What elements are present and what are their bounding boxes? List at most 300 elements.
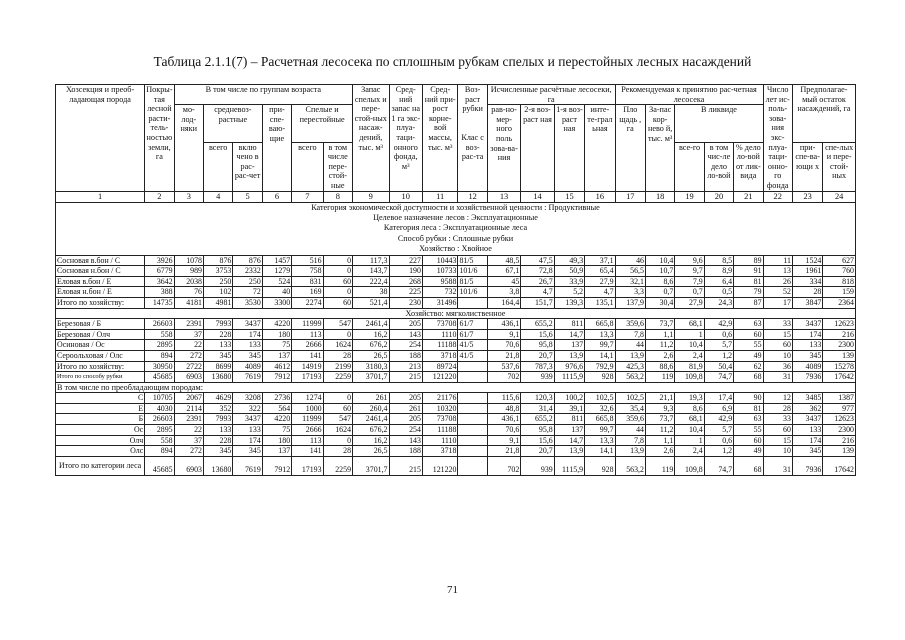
table-cell xyxy=(458,361,487,372)
table-cell: 174 xyxy=(233,435,262,446)
row-label: Итого по способу рубки xyxy=(56,372,145,383)
column-number-row xyxy=(56,191,856,202)
table-row xyxy=(56,255,856,266)
table-row xyxy=(56,435,856,446)
header-liquid-pct: % дело ло-вой от лик-вида xyxy=(734,142,763,191)
table-cell: 60 xyxy=(734,435,763,446)
table-cell: 28 xyxy=(792,287,822,298)
table-cell: 11188 xyxy=(422,340,457,351)
table-cell: 60 xyxy=(323,297,352,308)
table-cell: 62 xyxy=(734,361,763,372)
table-cell: 215 xyxy=(389,372,422,383)
table-cell: 40 xyxy=(262,287,291,298)
column-number: 20 xyxy=(704,191,733,202)
table-cell: 14,1 xyxy=(585,350,615,361)
table-row xyxy=(56,414,856,425)
table-cell: 32,1 xyxy=(615,276,645,287)
table-cell: 2391 xyxy=(174,414,203,425)
table-cell: 10,4 xyxy=(645,255,674,266)
table-cell: 1274 xyxy=(292,393,323,404)
table-row xyxy=(56,361,856,372)
table-cell: 928 xyxy=(585,456,615,475)
table-cell: 28 xyxy=(323,350,352,361)
table-cell: 70,6 xyxy=(487,340,520,351)
table-cell: 41/5 xyxy=(458,350,487,361)
section-softwood-economy: Хозяйство: мягколиственное xyxy=(56,308,856,319)
table-cell: 977 xyxy=(823,403,856,414)
table-cell: 9588 xyxy=(422,276,457,287)
table-cell: 0 xyxy=(323,329,352,340)
table-row xyxy=(56,372,856,383)
column-number: 10 xyxy=(389,191,422,202)
table-cell: 99,7 xyxy=(585,340,615,351)
table-cell: 894 xyxy=(145,446,174,457)
table-cell: 2461,4 xyxy=(353,319,389,330)
table-cell: 2259 xyxy=(323,372,352,383)
column-number: 12 xyxy=(458,191,487,202)
table-cell: 60 xyxy=(763,425,792,436)
table-cell: 143 xyxy=(389,435,422,446)
table-cell: 436,1 xyxy=(487,319,520,330)
table-cell: 21,1 xyxy=(645,393,674,404)
table-cell: 44 xyxy=(615,425,645,436)
table-row-total-category xyxy=(56,456,856,475)
row-label: Ос xyxy=(56,425,145,436)
table-cell: 139 xyxy=(823,446,856,457)
table-row xyxy=(56,393,856,404)
table-cell: 558 xyxy=(145,329,174,340)
table-cell: 564 xyxy=(262,403,291,414)
table-cell: 7,8 xyxy=(615,435,645,446)
table-cell: 7912 xyxy=(262,372,291,383)
table-cell: 120,3 xyxy=(521,393,554,404)
table-cell: 17642 xyxy=(823,372,856,383)
section-forest-category: Категория леса : Эксплуатационные леса xyxy=(56,223,856,233)
table-cell: 76 xyxy=(174,287,203,298)
table-cell: 362 xyxy=(792,403,822,414)
table-cell: 352 xyxy=(203,403,232,414)
table-cell: 1,2 xyxy=(704,350,733,361)
table-cell: 133 xyxy=(203,340,232,351)
table-cell: 4089 xyxy=(792,361,822,372)
header-calc-even: рав-но-мер-ного поль зова-ва-ния xyxy=(487,105,520,191)
table-cell: 655,2 xyxy=(521,319,554,330)
row-label: Б xyxy=(56,414,145,425)
table-cell: 3718 xyxy=(422,446,457,457)
table-cell: 180 xyxy=(262,435,291,446)
table-cell: 3208 xyxy=(233,393,262,404)
table-cell: 3701,7 xyxy=(353,372,389,383)
table-cell: 13,3 xyxy=(585,435,615,446)
table-cell: 2666 xyxy=(292,340,323,351)
column-number: 2 xyxy=(145,191,174,202)
table-cell: 151,7 xyxy=(521,297,554,308)
table-cell: 17193 xyxy=(292,456,323,475)
table-cell: 939 xyxy=(521,372,554,383)
table-cell: 425,3 xyxy=(615,361,645,372)
table-cell: 12623 xyxy=(823,319,856,330)
table-cell: 2,6 xyxy=(645,446,674,457)
table-cell: 3180,3 xyxy=(353,361,389,372)
table-cell: 928 xyxy=(585,372,615,383)
table-row xyxy=(56,340,856,351)
table-cell: 63 xyxy=(734,319,763,330)
table-cell: 41/5 xyxy=(458,340,487,351)
table-cell: 26603 xyxy=(145,319,174,330)
table-cell: 21176 xyxy=(422,393,457,404)
table-cell: 17 xyxy=(763,297,792,308)
table-cell xyxy=(458,414,487,425)
table-cell: 81/5 xyxy=(458,276,487,287)
table-cell: 250 xyxy=(203,276,232,287)
table-cell: 14,1 xyxy=(585,446,615,457)
table-cell: 13,9 xyxy=(615,350,645,361)
table-cell: 174 xyxy=(233,329,262,340)
table-cell: 20,7 xyxy=(521,350,554,361)
header-young: мо-лод-няки xyxy=(174,105,203,191)
table-cell: 811 xyxy=(554,414,584,425)
table-cell: 4030 xyxy=(145,403,174,414)
table-cell: 37 xyxy=(174,329,203,340)
table-cell: 61/7 xyxy=(458,329,487,340)
table-cell: 2,4 xyxy=(675,446,704,457)
column-number: 7 xyxy=(292,191,323,202)
table-cell: 225 xyxy=(389,287,422,298)
table-cell: 0,6 xyxy=(704,435,733,446)
table-cell: 702 xyxy=(487,456,520,475)
table-cell: 0 xyxy=(323,266,352,277)
table-cell: 11999 xyxy=(292,319,323,330)
table-cell: 345 xyxy=(233,350,262,361)
row-label: Еловая н.бон / Е xyxy=(56,287,145,298)
table-cell: 133 xyxy=(233,340,262,351)
row-label: Сосновая в.бон / С xyxy=(56,255,145,266)
table-cell: 28 xyxy=(323,446,352,457)
table-cell: 205 xyxy=(389,393,422,404)
header-remaining-pre-ripe: при-спе-ва-ющи х xyxy=(792,142,822,191)
table-cell: 28 xyxy=(763,403,792,414)
table-cell: 55 xyxy=(734,340,763,351)
page-title: Таблица 2.1.1(7) – Расчетная лесосека по сплошным рубкам спелых и перестойных лесных насаждений xyxy=(153,54,752,69)
row-label: Березовая / Олч xyxy=(56,329,145,340)
table-cell: 12 xyxy=(763,393,792,404)
table-cell: 3437 xyxy=(233,319,262,330)
table-cell: 4220 xyxy=(262,414,291,425)
table-cell: 13,9 xyxy=(554,350,584,361)
table-cell: 547 xyxy=(323,319,352,330)
table-cell: 989 xyxy=(174,266,203,277)
table-cell: 102 xyxy=(203,287,232,298)
table-cell: 3485 xyxy=(792,393,822,404)
column-number: 8 xyxy=(323,191,352,202)
table-cell: 2274 xyxy=(292,297,323,308)
table-cell: 60 xyxy=(734,329,763,340)
table-cell: 254 xyxy=(389,340,422,351)
header-recommended: Рекомендуемая к принятию рас-четная лесосека xyxy=(615,85,763,105)
table-cell: 49 xyxy=(734,350,763,361)
table-cell xyxy=(458,446,487,457)
table-cell: 31 xyxy=(763,372,792,383)
table-cell: 14919 xyxy=(292,361,323,372)
table-cell: 113 xyxy=(292,329,323,340)
table-cell: 6779 xyxy=(145,266,174,277)
table-cell: 169 xyxy=(292,287,323,298)
table-cell: 139 xyxy=(823,350,856,361)
table-cell: 99,7 xyxy=(585,425,615,436)
table-cell xyxy=(458,297,487,308)
table-cell: 42,9 xyxy=(704,414,733,425)
table-cell: 113 xyxy=(292,435,323,446)
table-cell: 47,5 xyxy=(521,255,554,266)
header-avg-stock: Сред-ний запас на 1 га экс-плуа-таци-онного фонда, м³ xyxy=(389,85,422,192)
table-cell: 27,9 xyxy=(675,297,704,308)
table-cell: 190 xyxy=(389,266,422,277)
table-cell: 760 xyxy=(823,266,856,277)
table-cell: 15 xyxy=(763,435,792,446)
table-cell: 2199 xyxy=(323,361,352,372)
table-cell: 174 xyxy=(792,435,822,446)
row-label: Сероольховая / Олс xyxy=(56,350,145,361)
header-remaining: Предполагае-мый остаток насаждений, га xyxy=(792,85,855,143)
table-cell: 31 xyxy=(763,456,792,475)
table-cell: 627 xyxy=(823,255,856,266)
header-rec-stock: За-пас кор-нево й, тыс. м³ xyxy=(645,105,674,191)
table-body xyxy=(56,202,856,475)
table-cell: 228 xyxy=(203,329,232,340)
table-cell: 133 xyxy=(792,340,822,351)
table-cell: 26 xyxy=(763,276,792,287)
table-cell: 4220 xyxy=(262,319,291,330)
table-row xyxy=(56,350,856,361)
table-cell xyxy=(458,403,487,414)
table-cell: 11,2 xyxy=(645,340,674,351)
table-cell: 811 xyxy=(554,319,584,330)
table-cell: 52 xyxy=(763,287,792,298)
table-cell: 4629 xyxy=(203,393,232,404)
table-cell: 9,7 xyxy=(675,266,704,277)
table-cell: 26,7 xyxy=(521,276,554,287)
table-cell: 2332 xyxy=(233,266,262,277)
table-cell: 67,1 xyxy=(487,266,520,277)
table-cell: 3642 xyxy=(145,276,174,287)
table-cell: 939 xyxy=(521,456,554,475)
table-cell: 10 xyxy=(763,446,792,457)
table-cell: 976,6 xyxy=(554,361,584,372)
table-cell: 10705 xyxy=(145,393,174,404)
table-cell: 655,2 xyxy=(521,414,554,425)
table-cell: 3437 xyxy=(792,319,822,330)
table-cell: 73,7 xyxy=(645,414,674,425)
table-cell: 4612 xyxy=(262,361,291,372)
table-cell: 45 xyxy=(487,276,520,287)
table-cell: 10,4 xyxy=(675,425,704,436)
header-liquid-business: в том чис-ле дело ло-вой xyxy=(704,142,733,191)
table-row xyxy=(56,329,856,340)
table-cell: 7993 xyxy=(203,414,232,425)
table-cell: 6,4 xyxy=(704,276,733,287)
table-cell: 8699 xyxy=(203,361,232,372)
table-cell: 121220 xyxy=(422,456,457,475)
table-cell: 121220 xyxy=(422,372,457,383)
column-number: 5 xyxy=(233,191,262,202)
table-cell: 180 xyxy=(262,329,291,340)
table-cell: 2038 xyxy=(174,276,203,287)
table-cell: 1,2 xyxy=(704,446,733,457)
table-cell: 3753 xyxy=(203,266,232,277)
header-calc-second: 2-я воз-раст ная xyxy=(521,105,554,191)
table-cell: 3,3 xyxy=(615,287,645,298)
column-number: 15 xyxy=(554,191,584,202)
table-cell: 10,4 xyxy=(675,340,704,351)
table-cell: 32,6 xyxy=(585,403,615,414)
table-cell: 164,4 xyxy=(487,297,520,308)
table-cell: 261 xyxy=(353,393,389,404)
table-cell: 2,4 xyxy=(675,350,704,361)
table-cell: 4981 xyxy=(203,297,232,308)
table-cell: 8,5 xyxy=(704,255,733,266)
table-cell: 39,1 xyxy=(554,403,584,414)
table-cell: 14735 xyxy=(145,297,174,308)
table-cell xyxy=(458,393,487,404)
table-cell: 12623 xyxy=(823,414,856,425)
table-cell: 65,4 xyxy=(585,266,615,277)
table-cell: 4,7 xyxy=(585,287,615,298)
column-number: 6 xyxy=(262,191,291,202)
table-cell: 115,6 xyxy=(487,393,520,404)
column-number: 24 xyxy=(823,191,856,202)
table-cell: 74,7 xyxy=(704,456,733,475)
table-cell: 272 xyxy=(174,350,203,361)
table-cell: 7912 xyxy=(262,456,291,475)
header-avg-growth: Сред-ний при-рост корне-вой массы, тыс. м³ xyxy=(422,85,457,192)
table-cell: 4,7 xyxy=(521,287,554,298)
header-mid-included: вклю чено в рас-рас-чет xyxy=(233,142,262,191)
table-cell: 11999 xyxy=(292,414,323,425)
table-cell: 2259 xyxy=(323,456,352,475)
table-cell: 0 xyxy=(323,435,352,446)
table-cell: 13680 xyxy=(203,372,232,383)
table-cell: 88,6 xyxy=(645,361,674,372)
table-row xyxy=(56,446,856,457)
table-cell: 16,2 xyxy=(353,435,389,446)
column-number: 16 xyxy=(585,191,615,202)
table-cell: 137,9 xyxy=(615,297,645,308)
table-cell: 60 xyxy=(323,276,352,287)
header-ripe-all: всего xyxy=(292,142,323,191)
page-number: 71 xyxy=(447,584,458,596)
table-cell: 0 xyxy=(323,255,352,266)
table-cell: 72,8 xyxy=(521,266,554,277)
table-cell: 17642 xyxy=(823,456,856,475)
table-cell: 61/7 xyxy=(458,319,487,330)
table-cell: 68 xyxy=(734,372,763,383)
header-middle-aged: средневоз-растные xyxy=(203,105,262,142)
row-label: Еловая в.бон / Е xyxy=(56,276,145,287)
table-cell: 100,2 xyxy=(554,393,584,404)
table-cell: 322 xyxy=(233,403,262,414)
table-cell: 732 xyxy=(422,287,457,298)
table-cell xyxy=(458,435,487,446)
table-cell: 188 xyxy=(389,446,422,457)
table-cell: 261 xyxy=(389,403,422,414)
lesoseka-table-wrapper xyxy=(55,84,856,476)
header-remaining-ripe-over: спе-лых и пере-стой-ных xyxy=(823,142,856,191)
table-cell: 1110 xyxy=(422,435,457,446)
table-cell: 109,8 xyxy=(675,456,704,475)
table-cell: 7936 xyxy=(792,372,822,383)
table-cell: 524 xyxy=(262,276,291,287)
table-cell: 228 xyxy=(203,435,232,446)
table-cell: 8,6 xyxy=(675,403,704,414)
table-cell: 1961 xyxy=(792,266,822,277)
row-label: Сосновая н.бон / С xyxy=(56,266,145,277)
table-cell: 2736 xyxy=(262,393,291,404)
table-cell: 876 xyxy=(203,255,232,266)
table-cell: 20,7 xyxy=(521,446,554,457)
table-cell: 15278 xyxy=(823,361,856,372)
header-age-class-label: Клас с воз-рас-та xyxy=(461,132,484,162)
table-cell: 37 xyxy=(174,435,203,446)
table-cell: 272 xyxy=(174,446,203,457)
table-cell xyxy=(458,372,487,383)
table-cell: 68 xyxy=(734,456,763,475)
table-cell: 254 xyxy=(389,425,422,436)
table-cell: 8,6 xyxy=(645,276,674,287)
table-cell: 141 xyxy=(292,446,323,457)
table-cell: 133 xyxy=(203,425,232,436)
table-cell: 37,1 xyxy=(585,255,615,266)
column-number: 17 xyxy=(615,191,645,202)
table-cell: 665,8 xyxy=(585,319,615,330)
table-cell: 35,4 xyxy=(615,403,645,414)
table-cell: 95,8 xyxy=(521,425,554,436)
table-cell: 9,1 xyxy=(487,329,520,340)
table-cell: 56,5 xyxy=(615,266,645,277)
section-target-purpose: Целевое назначение лесов : Эксплуатационные xyxy=(56,213,856,223)
table-cell: 2461,4 xyxy=(353,414,389,425)
header-ripe-overmature: в том числе пере-стой-ные xyxy=(323,142,352,191)
table-cell: 95,8 xyxy=(521,340,554,351)
table-cell: 13 xyxy=(763,266,792,277)
table-cell: 55 xyxy=(734,425,763,436)
table-cell: 10733 xyxy=(422,266,457,277)
table-cell: 48,8 xyxy=(487,403,520,414)
table-cell: 87 xyxy=(734,297,763,308)
table-cell: 15 xyxy=(763,329,792,340)
table-cell: 1387 xyxy=(823,393,856,404)
table-cell: 1078 xyxy=(174,255,203,266)
header-mid-all: всего xyxy=(203,142,232,191)
table-cell: 21,8 xyxy=(487,350,520,361)
table-cell: 9,3 xyxy=(645,403,674,414)
table-cell: 10443 xyxy=(422,255,457,266)
table-cell: 665,8 xyxy=(585,414,615,425)
table-cell: 6,9 xyxy=(704,403,733,414)
table-cell: 22 xyxy=(174,425,203,436)
table-cell: 3530 xyxy=(233,297,262,308)
table-cell: 42,9 xyxy=(704,319,733,330)
table-cell: 213 xyxy=(389,361,422,372)
table-cell: 4089 xyxy=(233,361,262,372)
table-cell: 222,4 xyxy=(353,276,389,287)
table-cell: 2895 xyxy=(145,425,174,436)
table-cell: 1000 xyxy=(292,403,323,414)
table-cell: 3718 xyxy=(422,350,457,361)
table-cell: 436,1 xyxy=(487,414,520,425)
table-cell: 22 xyxy=(174,340,203,351)
table-cell: 135,1 xyxy=(585,297,615,308)
table-cell: 216 xyxy=(823,435,856,446)
